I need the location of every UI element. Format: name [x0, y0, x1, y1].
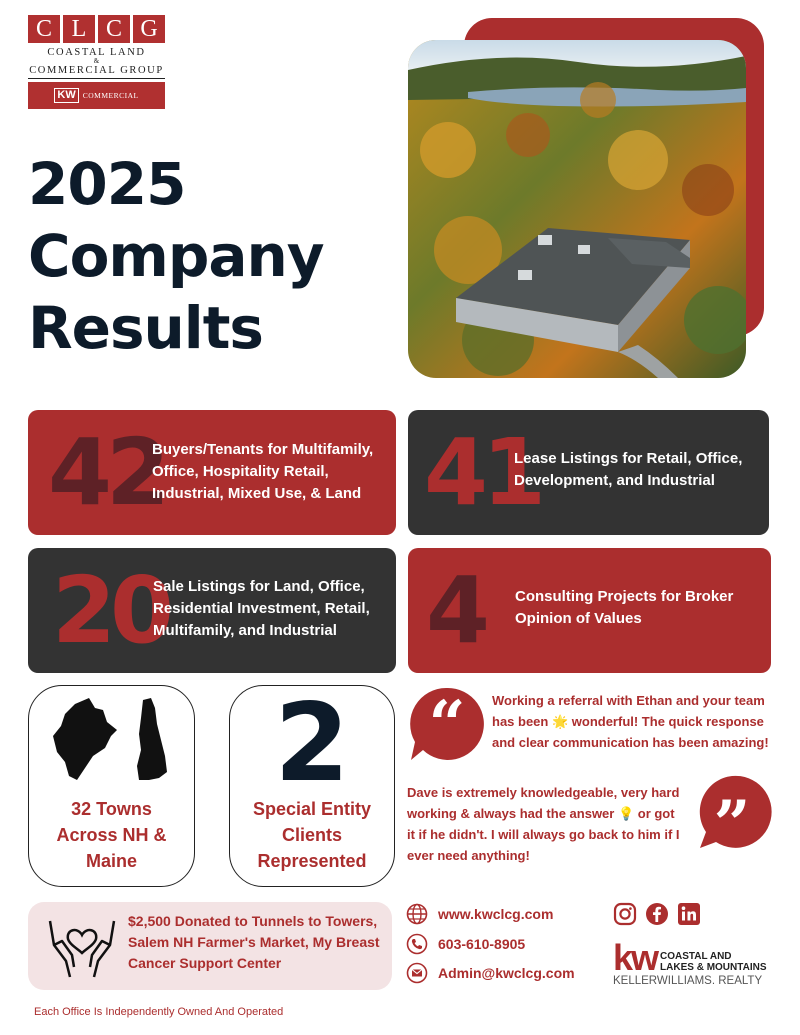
logo-letter: G: [133, 15, 165, 43]
email-text: Admin@kwclcg.com: [438, 965, 575, 981]
logo-letter: C: [98, 15, 130, 43]
stat-description: Sale Listings for Land, Office, Residential Investment, Retail, Multifamily, and Industrial: [153, 578, 370, 639]
kw-footer-line-1: COASTAL AND: [660, 951, 732, 962]
logo-ampersand: &: [93, 57, 100, 65]
phone-link[interactable]: [406, 933, 525, 955]
testimonial-2: Dave is extremely knowledgeable, very hard working & always had the answer 💡 or got it if he didn't. I will always go back to him if I ever need anything!: [407, 785, 680, 863]
instagram-icon[interactable]: [613, 902, 637, 926]
hands-heart-icon: [44, 911, 120, 981]
logo-line-2: COMMERCIAL GROUP: [28, 65, 165, 79]
towns-label: 32 Towns Across NH & Maine: [56, 799, 167, 871]
email-link[interactable]: [406, 962, 575, 984]
keller-williams-logo: [613, 937, 767, 987]
entity-number: 2: [274, 681, 350, 806]
nh-maine-map-icon: [47, 696, 177, 788]
stat-number: 4: [426, 557, 485, 664]
disclaimer: Each Office Is Independently Owned And Operated: [34, 1006, 284, 1018]
towns-card: [28, 685, 195, 887]
svg-text:“: “: [428, 687, 466, 762]
aerial-building-image: [408, 40, 746, 378]
donation-text: $2,500 Donated to Tunnels to Towers, Salem NH Farmer's Market, My Breast Cancer Support Center: [128, 913, 380, 971]
globe-icon: [406, 903, 428, 925]
entity-label: Special Entity Clients Represented: [252, 799, 372, 871]
kw-footer-line-3: KELLERWILLIAMS. REALTY: [613, 975, 763, 987]
kw-footer-line-2: LAKES & MOUNTAINS: [660, 962, 767, 973]
title-line-1: 2025: [28, 150, 186, 218]
logo-letter: L: [63, 15, 95, 43]
title-line-2: Company: [28, 222, 324, 290]
stat-card-lease: [408, 410, 769, 535]
kw-commercial-label: COMMERCIAL: [82, 91, 139, 100]
stat-description: Buyers/Tenants for Multifamily, Office, Hospitality Retail, Industrial, Mixed Use, & Land: [152, 441, 374, 502]
linkedin-icon[interactable]: [677, 902, 701, 926]
logo-letters: [28, 15, 165, 43]
donation-card: [28, 902, 392, 990]
clcg-logo: [28, 15, 165, 109]
website-text: www.kwclcg.com: [438, 906, 554, 922]
stat-description: Lease Listings for Retail, Office, Development, and Industrial: [514, 450, 743, 489]
mail-icon: [406, 962, 428, 984]
stat-card-consulting: [408, 548, 771, 673]
entity-card: [229, 681, 395, 887]
stat-number: 42: [48, 419, 165, 526]
website-link[interactable]: [406, 903, 553, 925]
stat-number: 41: [424, 419, 541, 526]
open-quote-icon: [407, 684, 487, 762]
stat-description: Consulting Projects for Broker Opinion of Values: [515, 588, 734, 627]
kw-badge: KW: [54, 88, 78, 103]
facebook-icon[interactable]: [645, 902, 669, 926]
phone-text: 603-610-8905: [438, 936, 526, 952]
kw-commercial-badge: [28, 82, 165, 109]
phone-icon: [406, 933, 428, 955]
logo-line-1: COASTAL LAND: [47, 47, 146, 58]
svg-text:”: ”: [713, 787, 751, 850]
kw-mark: kw: [613, 937, 658, 978]
stat-card-sale: [28, 548, 396, 673]
title-line-3: Results: [28, 294, 263, 362]
close-quote-icon: [692, 772, 772, 850]
hero-photo: [408, 40, 746, 378]
page-title: [28, 148, 324, 364]
stat-card-buyers: [28, 410, 396, 535]
logo-letter: C: [28, 15, 60, 43]
stat-number: 20: [52, 557, 169, 664]
testimonial-1: Working a referral with Ethan and your team has been 🌟 wonderful! The quick response and clear communication has been amazing!: [492, 693, 769, 750]
